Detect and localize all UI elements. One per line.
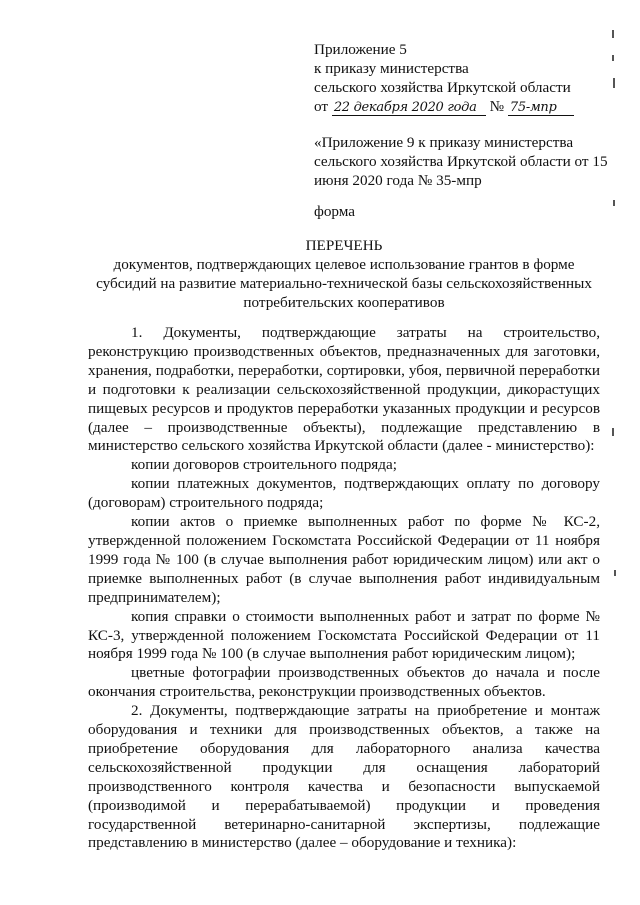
form-label: форма: [314, 203, 356, 220]
annex-date-line: [314, 97, 614, 116]
paragraph-5: копия справки о стоимости выполненных работ и затрат по форме № КС-3, утвержденной положением Госкомстата Российской Федерации от 11 ноября 1999 года № 100 (в случае выполнения работ юридическим лицом);: [88, 607, 600, 663]
handwritten-date: 22 декабря 2020 года: [332, 100, 486, 116]
document-title: [88, 236, 600, 312]
annex-reference: «Приложение 9 к приказу министерства сельского хозяйства Иркутской области от 15 июня 2020 года № 35-мпр: [314, 134, 608, 189]
document-body: [88, 324, 600, 853]
paragraph-1: 1. Документы, подтверждающие затраты на строительство, реконструкцию производственных объектов, предназначенных для заготовки, хранения, подработки, переработки, сортировки, убоя, первичной переработки и подготовки к реализации сельскохозяйственной продукции, дикорастущих пищевых ресурсов и продуктов переработки указанных продукции и ресурсов (далее – производственные объекты), подлежащие представлению в министерство сельского хозяйства Иркутской области (далее - министерство):: [88, 324, 600, 455]
paragraph-6: цветные фотографии производственных объектов до начала и после окончания строительства, реконструкции производственных объектов.: [88, 664, 600, 701]
scan-artifact: [614, 570, 616, 576]
scan-artifact: [613, 200, 615, 206]
paragraph-3: копии платежных документов, подтверждающих оплату по договору (договорам) строительного подряда;: [88, 475, 600, 512]
paragraph-4: копии актов о приемке выполненных работ по форме № КС-2, утвержденной положением Госкомстата Российской Федерации от 11 ноября 1999 года № 100 (в случае выполнения работ юридическим лицом) или акт о приемке выполненных работ (в случае выполнения работ индивидуальным предпринимателем);: [88, 513, 600, 606]
handwritten-number: 75-мпр: [508, 100, 574, 116]
annex-header: [314, 40, 614, 116]
scan-artifact: [612, 30, 614, 38]
paragraph-2: копии договоров строительного подряда;: [131, 456, 397, 474]
annex-title: Приложение 5: [314, 41, 407, 58]
scan-artifact: [612, 428, 614, 436]
annex-order-ref: к приказу министерства: [314, 60, 469, 77]
scan-artifact: [613, 78, 615, 88]
scan-artifact: [612, 55, 614, 61]
paragraph-7: 2. Документы, подтверждающие затраты на приобретение и монтаж оборудования и техники для производственных объектов, а также на приобретение оборудования для лабораторного анализа качества сельскохозяйственной продукции для оснащения лабораторий производственного контроля качества и безопасности выпускаемой (производимой и перерабатываемой) продукции и проведения государственной ветеринарно-санитарной экспертизы, подлежащие представлению в министерство (далее – оборудование и техника):: [88, 702, 600, 852]
title-subtitle: документов, подтверждающих целевое использование грантов в форме субсидий на развитие материально-технической базы сельскохозяйственных потребительских кооперативов: [96, 256, 592, 311]
annex-ministry: сельского хозяйства Иркутской области: [314, 79, 571, 96]
title-heading: ПЕРЕЧЕНЬ: [305, 237, 383, 254]
from-label: от: [314, 98, 329, 115]
number-label: №: [489, 98, 505, 115]
